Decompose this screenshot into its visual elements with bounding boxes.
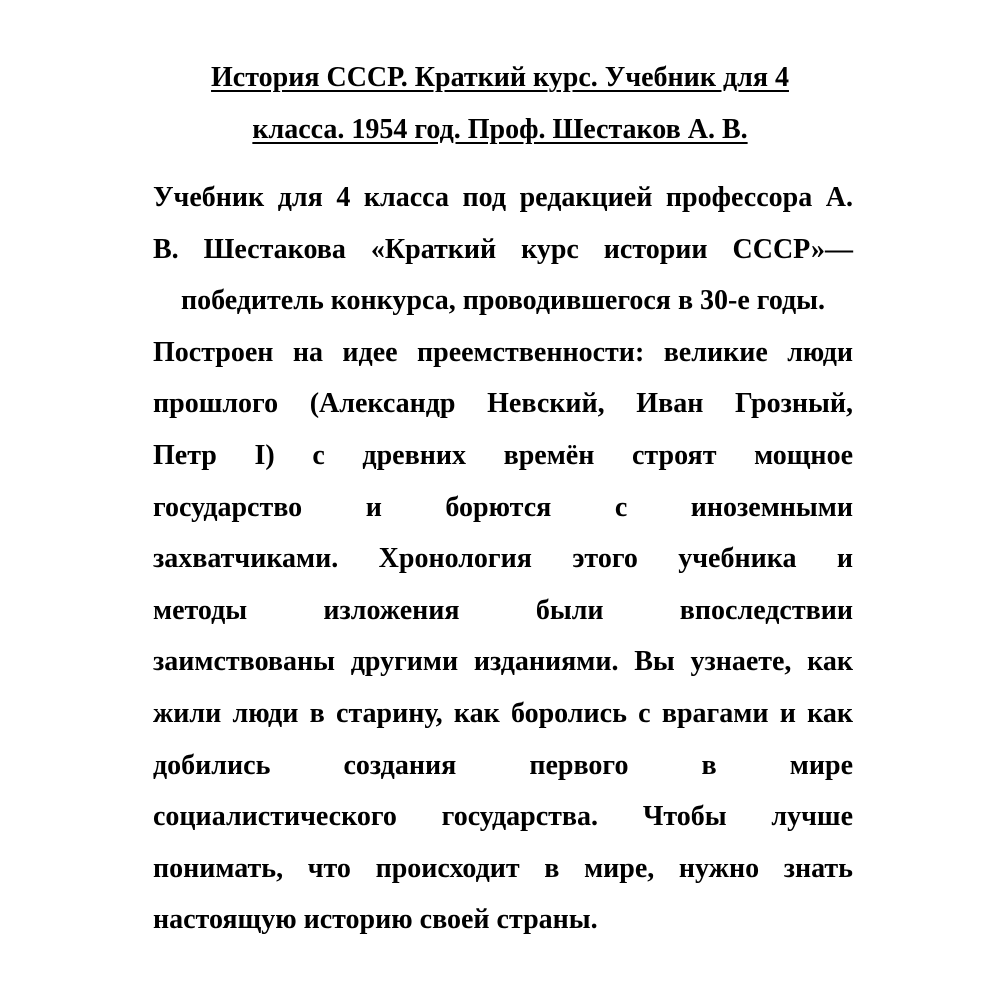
title-line: История СССР. Краткий курс. Учебник для 4 — [211, 62, 789, 93]
body-line: жили люди в старину, как боролись с врагами и как — [153, 697, 853, 729]
body-line: методы изложения были впоследствии — [153, 594, 853, 626]
body-line: добились создания первого в мире — [153, 749, 853, 781]
document-title — [150, 52, 850, 156]
document-body — [153, 172, 853, 946]
body-line: понимать, что происходит в мире, нужно знать — [153, 852, 853, 884]
body-line: государство и борются с иноземными — [153, 491, 853, 523]
title-line: класса. 1954 год. Проф. Шестаков А. В. — [252, 114, 748, 145]
body-line: В. Шестакова «Краткий курс истории СССР»— — [153, 233, 853, 265]
body-line: Учебник для 4 класса под редакцией профессора А. — [153, 182, 853, 213]
body-line: Петр I) с древних времён строят мощное — [153, 439, 853, 471]
body-line: настоящую историю своей страны. — [153, 904, 598, 936]
body-line: прошлого (Александр Невский, Иван Грозный, — [153, 388, 853, 420]
body-line: победитель конкурса, проводившегося в 30-е годы. — [180, 285, 826, 317]
body-line: заимствованы другими изданиями. Вы узнаете, как — [153, 646, 853, 678]
body-line: Построен на идее преемственности: великие люди — [153, 336, 853, 368]
body-line: социалистического государства. Чтобы лучше — [153, 801, 853, 833]
body-line: захватчиками. Хронология этого учебника и — [153, 543, 853, 575]
